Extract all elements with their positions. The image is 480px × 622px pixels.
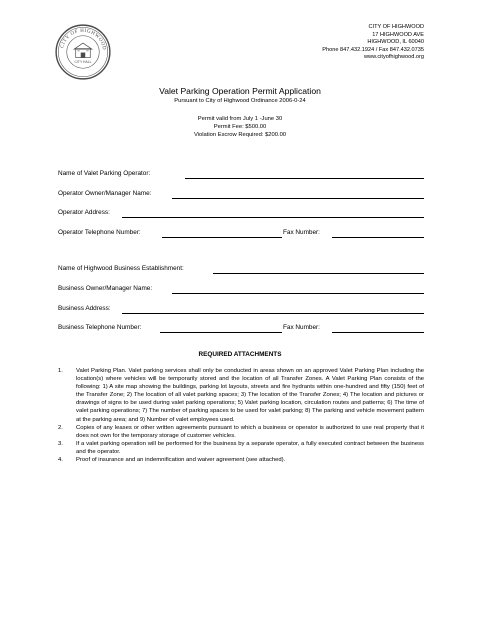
business-telephone-field[interactable] [160,332,282,333]
operator-name-field[interactable] [185,178,424,179]
city-phone-fax: Phone 847.432.1924 / Fax 847.432.0735 [322,46,424,53]
city-name: CITY OF HIGHWOOD [368,24,424,30]
operator-name-label: Name of Valet Parking Operator: [58,170,151,177]
business-telephone-label: Business Telephone Number: [58,324,142,331]
attachment-text: Proof of insurance and an indemnification and waiver agreement (see attached). [76,457,286,464]
attachment-item [58,440,424,456]
attachment-number: 2. [58,424,63,431]
violation-escrow: Violation Escrow Required: $200.00 [193,132,287,138]
operator-owner-label: Operator Owner/Manager Name: [58,190,152,197]
city-seal-icon [55,24,111,80]
operator-telephone-label: Operator Telephone Number: [58,229,141,236]
attachment-item [58,456,424,464]
page-title: Valet Parking Operation Permit Application [159,86,321,96]
permit-validity: Permit valid from July 1 -June 30 [197,116,283,122]
business-address-label: Business Address: [58,305,111,312]
business-name-field[interactable] [213,273,424,274]
form-title-block [0,86,480,139]
business-name-label: Name of Highwood Business Establishment: [58,265,184,272]
attachment-number: 1. [58,368,63,374]
ordinance-subtitle: Pursuant to City of Highwood Ordinance 2006-0-24 [174,98,306,104]
attachment-text: Copies of any leases or other written agreements pursuant to which a business or operator is authorized to use real property that it does not own for the temporary storage of customer vehicles. [76,424,424,439]
operator-address-field[interactable] [122,217,424,218]
permit-terms [0,115,480,139]
attachment-item [58,367,424,424]
business-owner-field[interactable] [172,293,424,294]
operator-address-label: Operator Address: [58,209,110,216]
operator-owner-field[interactable] [172,198,424,199]
city-state-zip: HIGHWOOD, IL 60040 [367,39,424,46]
attachments-list [58,367,424,464]
attachment-text: Valet Parking Plan. Valet parking services shall only be conducted in areas shown on an approved Valet Parking Plan including the location(s) where vehicles will be temporarily stored and the location of all Transfer Zones. A Valet Parking Plan consists of the following: 1) A site map showing the buildings, parking lot layouts, streets and fire hydrants within one-hundred and fifty (150) feet of the Transfer Zone; 2) The location of all valet parking spaces; 3) The location of the Transfer Zones; 4) The location and pictures or drawings of signs to be used during valet parking operations; 5) Valet parking location, circulation routes and patterns; 6) The time of valet parking operations; 7) The number of parking spaces to be used for valet parking; 8) The parking and vehicle movement pattern at the parking area; and 9) Number of valet employees used. [76,368,424,423]
attachments-heading: REQUIRED ATTACHMENTS [198,351,282,358]
operator-fax-label: Fax Number: [283,229,320,236]
business-fax-label: Fax Number: [283,324,320,331]
operator-telephone-field[interactable] [162,237,282,238]
city-street: 17 HIGHWOOD AVE [372,31,424,38]
seal-ring-text: CITY OF HIGHWOOD [60,28,107,51]
attachment-number: 3. [58,440,63,447]
seal-center-text: CITY HALL [74,60,92,65]
city-website[interactable]: www.cityofhighwood.org [363,54,424,61]
permit-fee: Permit Fee: $500.00 [213,124,267,130]
city-contact-block [322,24,424,62]
business-owner-label: Business Owner/Manager Name: [58,285,153,292]
operator-fax-field[interactable] [332,237,424,238]
attachment-text: If a valet parking operation will be performed for the business by a separate operator, a fully executed contract between the business and the operator. [76,440,424,455]
business-address-field[interactable] [122,313,424,314]
attachment-number: 4. [58,457,63,464]
business-fax-field[interactable] [332,332,424,333]
attachment-item [58,424,424,440]
